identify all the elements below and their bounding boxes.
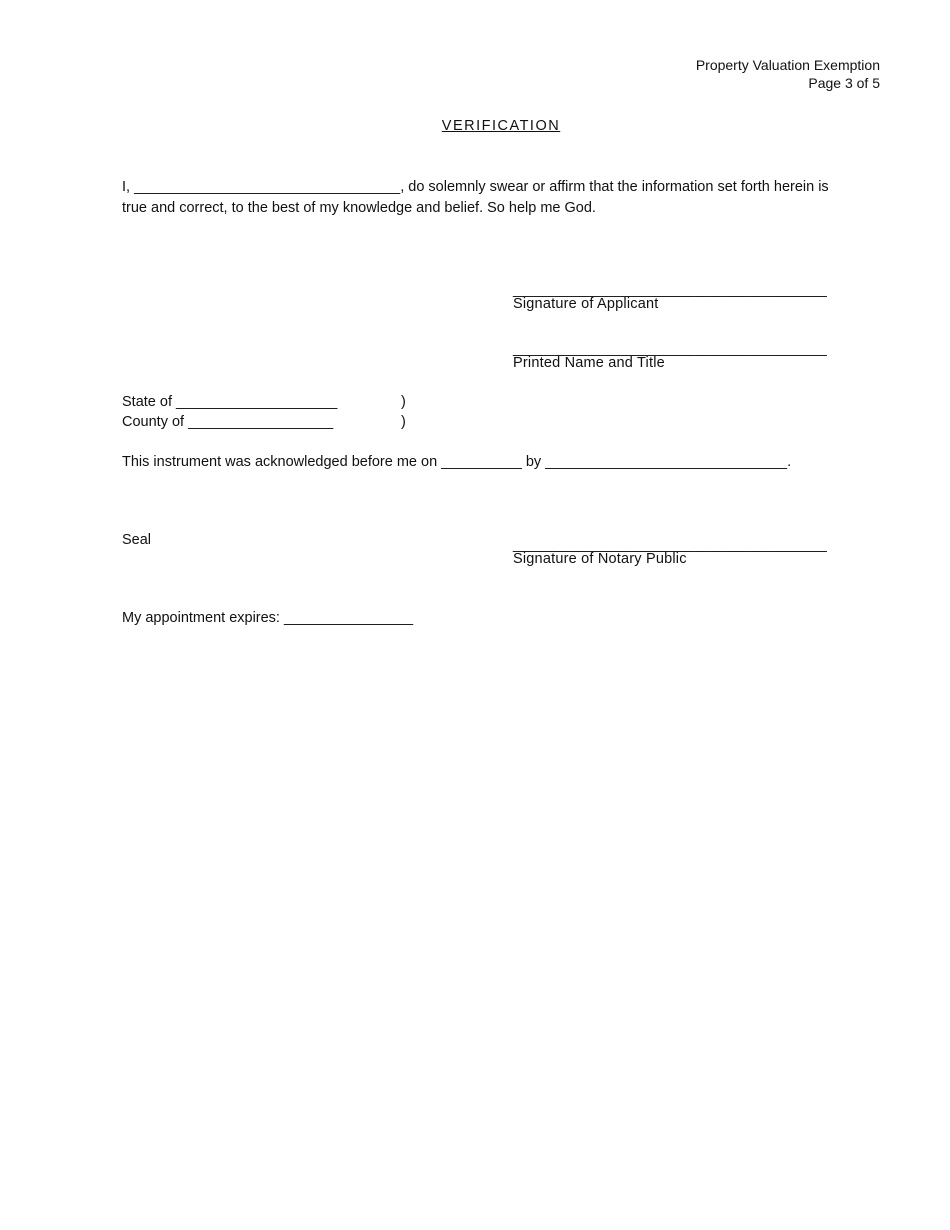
oath-line-1: I, _________________________________, do solemnly swear or affirm that the information set forth herein is: [122, 179, 829, 195]
county-of-field[interactable]: County of __________________: [122, 414, 334, 430]
appointment-expires-field[interactable]: My appointment expires: ________________: [122, 610, 414, 626]
printed-name-line[interactable]: ______________________________________: [513, 341, 828, 357]
applicant-signature-label: Signature of Applicant: [513, 296, 659, 312]
seal-label: Seal: [122, 532, 152, 548]
form-title: Property Valuation Exemption: [695, 57, 880, 73]
oath-line-2: true and correct, to the best of my knowledge and belief. So help me God.: [122, 200, 596, 216]
oath-paragraph: [122, 177, 882, 219]
page-header: [696, 56, 880, 92]
verification-title: VERIFICATION: [441, 118, 561, 134]
page-indicator: Page 3 of 5: [808, 75, 880, 91]
county-paren: ): [401, 414, 406, 430]
printed-name-label: Printed Name and Title: [513, 355, 665, 371]
applicant-signature-line[interactable]: ______________________________________: [513, 282, 828, 298]
state-of-field[interactable]: State of ____________________: [122, 394, 338, 410]
notary-signature-label: Signature of Notary Public: [513, 551, 687, 567]
state-paren: ): [401, 394, 406, 410]
notary-signature-line[interactable]: ______________________________________: [513, 537, 828, 553]
acknowledgment-statement[interactable]: This instrument was acknowledged before me on __________ by ______________________________.: [122, 454, 792, 470]
